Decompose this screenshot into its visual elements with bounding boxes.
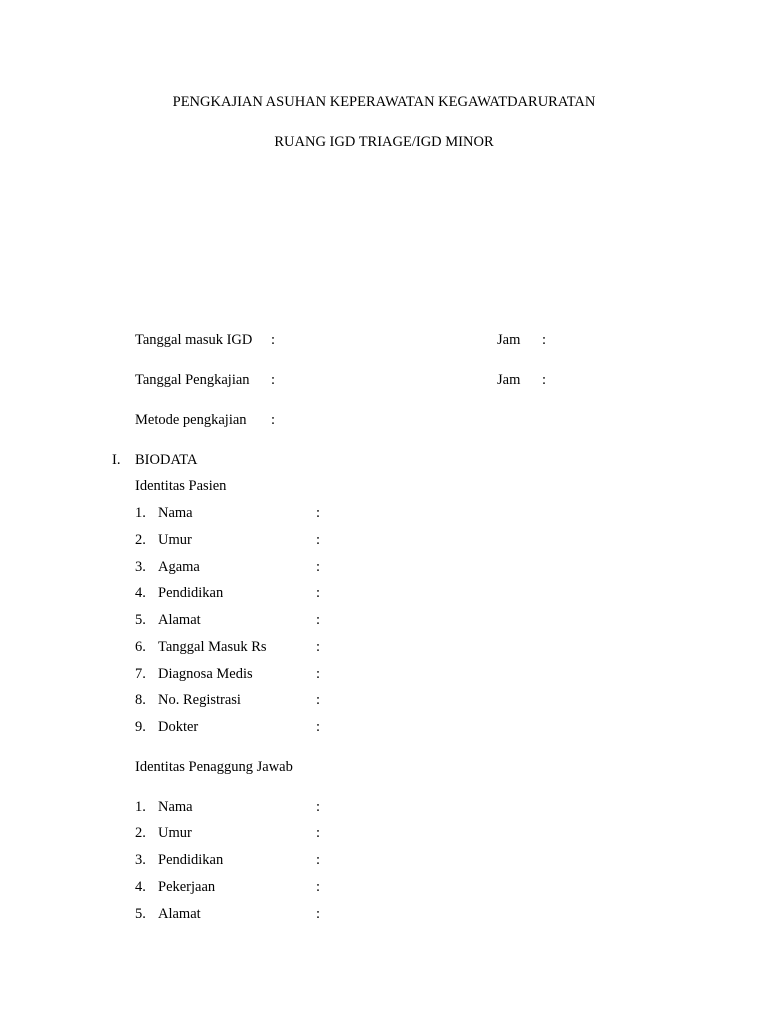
- list-item-colon: :: [316, 719, 321, 735]
- list-item-number: 7.: [135, 666, 146, 682]
- list-item-colon: :: [316, 505, 321, 521]
- list-item-colon: :: [316, 532, 321, 548]
- list-item-number: 3.: [135, 559, 146, 575]
- list-item-colon: :: [316, 639, 321, 655]
- metode-pengkajian-label: Metode pengkajian: [135, 412, 247, 428]
- list-item-label: Umur: [158, 532, 192, 548]
- section-title: BIODATA: [135, 452, 198, 468]
- list-item-label: Alamat: [158, 612, 201, 628]
- list-item-label: Pendidikan: [158, 852, 224, 868]
- list-item-number: 8.: [135, 692, 146, 708]
- list-item-colon: :: [316, 852, 321, 868]
- list-item-label: Tanggal Masuk Rs: [158, 639, 267, 655]
- list-item-colon: :: [316, 559, 321, 575]
- tanggal-pengkajian-colon: :: [271, 372, 276, 388]
- tanggal-masuk-colon: :: [271, 332, 276, 348]
- document-title: PENGKAJIAN ASUHAN KEPERAWATAN KEGAWATDARURATAN: [172, 94, 596, 110]
- list-item-number: 4.: [135, 585, 146, 601]
- list-item-label: Pekerjaan: [158, 879, 216, 895]
- list-item-number: 3.: [135, 852, 146, 868]
- list-item-number: 2.: [135, 825, 146, 841]
- list-item-label: Diagnosa Medis: [158, 666, 253, 682]
- list-item-label: Pendidikan: [158, 585, 224, 601]
- list-item-label: No. Registrasi: [158, 692, 241, 708]
- list-item-colon: :: [316, 692, 321, 708]
- document-subtitle: RUANG IGD TRIAGE/IGD MINOR: [274, 134, 494, 150]
- list-item-label: Umur: [158, 825, 192, 841]
- identitas-pasien-heading: Identitas Pasien: [135, 478, 227, 494]
- list-item-label: Dokter: [158, 719, 199, 735]
- metode-pengkajian-colon: :: [271, 412, 276, 428]
- list-item-number: 6.: [135, 639, 146, 655]
- identitas-penanggung-heading: Identitas Penaggung Jawab: [135, 759, 293, 775]
- jam-masuk-label: Jam: [497, 332, 521, 348]
- list-item-colon: :: [316, 825, 321, 841]
- jam-pengkajian-label: Jam: [497, 372, 521, 388]
- tanggal-masuk-label: Tanggal masuk IGD: [135, 332, 253, 348]
- list-item-label: Agama: [158, 559, 200, 575]
- list-item-number: 2.: [135, 532, 146, 548]
- list-item-number: 1.: [135, 505, 146, 521]
- section-number: I.: [112, 452, 121, 468]
- list-item-colon: :: [316, 666, 321, 682]
- list-item-colon: :: [316, 906, 321, 922]
- jam-pengkajian-colon: :: [542, 372, 547, 388]
- list-item-colon: :: [316, 612, 321, 628]
- list-item-number: 1.: [135, 799, 146, 815]
- list-item-colon: :: [316, 585, 321, 601]
- list-item-label: Nama: [158, 799, 193, 815]
- list-item-number: 4.: [135, 879, 146, 895]
- list-item-label: Alamat: [158, 906, 201, 922]
- list-item-label: Nama: [158, 505, 193, 521]
- list-item-number: 5.: [135, 906, 146, 922]
- list-item-colon: :: [316, 799, 321, 815]
- tanggal-pengkajian-label: Tanggal Pengkajian: [135, 372, 250, 388]
- list-item-number: 9.: [135, 719, 146, 735]
- jam-masuk-colon: :: [542, 332, 547, 348]
- list-item-number: 5.: [135, 612, 146, 628]
- list-item-colon: :: [316, 879, 321, 895]
